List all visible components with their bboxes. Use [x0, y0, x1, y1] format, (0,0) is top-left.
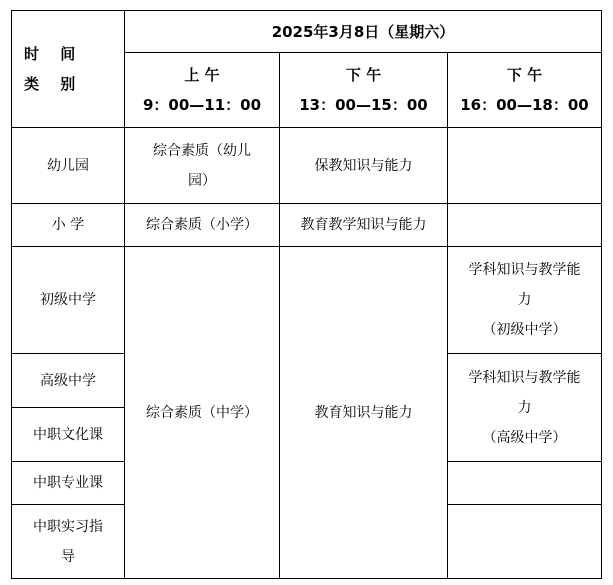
slot-afternoon-2 [448, 53, 602, 128]
category-senior-high: 高级中学 [12, 354, 125, 408]
corner-category-label: 类 别 [24, 75, 84, 93]
junior-high-slot3 [448, 247, 602, 354]
slot-morning [125, 53, 280, 128]
header-row-date [12, 11, 602, 53]
vocational-internship-slot3-empty [448, 505, 602, 579]
slot-label: 下 午 [345, 66, 382, 84]
category-kindergarten: 幼儿园 [12, 128, 125, 204]
slot-time: 13：00—15：00 [299, 96, 428, 114]
senior-high-slot3 [448, 354, 602, 462]
secondary-slot2: 教育知识与能力 [280, 247, 448, 579]
primary-slot2: 教育教学知识与能力 [280, 204, 448, 247]
slot-time: 9：00—11：00 [142, 96, 262, 114]
exam-schedule [11, 10, 602, 579]
slot-afternoon-1 [280, 53, 448, 128]
exam-schedule-table [11, 10, 602, 579]
category-junior-high: 初级中学 [12, 247, 125, 354]
category-vocational-culture: 中职文化课 [12, 408, 125, 462]
secondary-slot1: 综合素质（中学） [125, 247, 280, 579]
slot-label: 下 午 [506, 66, 543, 84]
cell-line: 学科知识与教学能 [468, 262, 581, 278]
cell-line: 导 [61, 548, 75, 565]
slot-time: 16：00—18：00 [460, 96, 589, 114]
cell-line: （初级中学） [482, 322, 567, 338]
category-primary: 小 学 [12, 204, 125, 247]
primary-slot3-empty [448, 204, 602, 247]
cell-line: （高级中学） [482, 429, 567, 446]
row-primary [12, 204, 602, 247]
cell-line: 中职实习指 [33, 518, 103, 535]
kindergarten-slot3-empty [448, 128, 602, 204]
kindergarten-slot2: 保教知识与能力 [280, 128, 448, 204]
cell-line: 学科知识与教学能 [468, 369, 581, 386]
row-kindergarten [12, 128, 602, 204]
kindergarten-slot1 [125, 128, 280, 204]
category-vocational-internship [12, 505, 125, 579]
cell-line: 力 [517, 292, 532, 308]
cell-line: 园） [188, 172, 216, 189]
primary-slot1: 综合素质（小学） [125, 204, 280, 247]
corner-header [12, 11, 125, 128]
cell-line: 综合素质（幼儿 [153, 142, 251, 159]
corner-time-label: 时 间 [24, 45, 84, 63]
vocational-major-slot3-empty [448, 462, 602, 505]
category-vocational-major: 中职专业课 [12, 462, 125, 505]
row-junior-high [12, 247, 602, 354]
slot-label: 上 午 [184, 66, 220, 84]
cell-line: 力 [517, 399, 532, 416]
exam-date: 2025年3月8日（星期六） [125, 11, 602, 53]
